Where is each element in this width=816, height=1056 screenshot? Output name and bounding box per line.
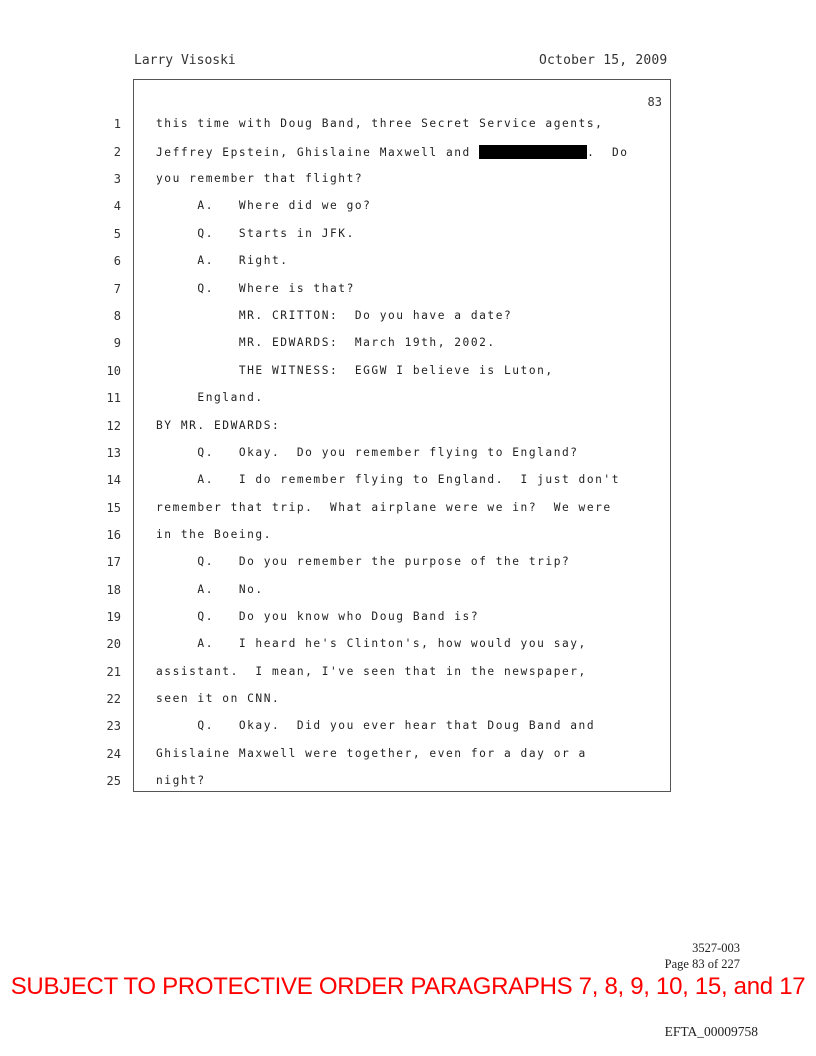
transcript-line bbox=[0, 473, 816, 493]
line-text bbox=[156, 145, 666, 159]
line-number: 13 bbox=[106, 446, 121, 460]
transcript-line bbox=[0, 555, 816, 575]
transcript-line bbox=[0, 117, 816, 137]
line-number: 5 bbox=[113, 227, 121, 241]
line-text: A. Where did we go? bbox=[156, 199, 372, 212]
line-text: THE WITNESS: EGGW I believe is Luton, bbox=[156, 364, 554, 377]
line-number: 19 bbox=[106, 610, 121, 624]
document-code: 3527-003 bbox=[692, 941, 740, 955]
line-number: 18 bbox=[106, 583, 121, 597]
line-number: 24 bbox=[106, 747, 121, 761]
line-text: assistant. I mean, I've seen that in the newspaper, bbox=[156, 665, 587, 678]
transcript-line bbox=[0, 446, 816, 466]
line-number: 16 bbox=[106, 528, 121, 542]
line-number: 11 bbox=[106, 391, 121, 405]
line-text: Q. Okay. Did you ever hear that Doug Band and bbox=[156, 719, 596, 732]
line-number: 8 bbox=[113, 309, 121, 323]
transcript-line bbox=[0, 692, 816, 712]
transcript-line bbox=[0, 665, 816, 685]
line-number: 20 bbox=[106, 637, 121, 651]
transcript-line bbox=[0, 528, 816, 548]
line-text: Q. Where is that? bbox=[156, 282, 355, 295]
transcript-line bbox=[0, 719, 816, 739]
redaction-block bbox=[479, 145, 587, 159]
line-number: 2 bbox=[113, 145, 121, 159]
transcript-page-number: 83 bbox=[647, 95, 662, 109]
line-text: MR. EDWARDS: March 19th, 2002. bbox=[156, 336, 496, 349]
line-number: 21 bbox=[106, 665, 121, 679]
deposition-date: October 15, 2009 bbox=[539, 53, 668, 68]
line-text: you remember that flight? bbox=[156, 172, 364, 185]
protective-order-notice: SUBJECT TO PROTECTIVE ORDER PARAGRAPHS 7, 8, 9, 10, 15, and 17 bbox=[10, 973, 806, 1000]
line-text: this time with Doug Band, three Secret Service agents, bbox=[156, 117, 604, 130]
line-number: 15 bbox=[106, 501, 121, 515]
line-number: 3 bbox=[113, 172, 121, 186]
line-text: A. I heard he's Clinton's, how would you say, bbox=[156, 637, 587, 650]
transcript-line bbox=[0, 282, 816, 302]
line-text: Q. Do you remember the purpose of the trip? bbox=[156, 555, 571, 568]
transcript-line bbox=[0, 199, 816, 219]
transcript-line bbox=[0, 364, 816, 384]
line-text-before-redaction: Jeffrey Epstein, Ghislaine Maxwell and bbox=[156, 146, 480, 159]
transcript-line bbox=[0, 391, 816, 411]
line-text-after-redaction: . Do bbox=[587, 146, 629, 159]
line-number: 23 bbox=[106, 719, 121, 733]
line-number: 25 bbox=[106, 774, 121, 788]
transcript-line bbox=[0, 227, 816, 247]
line-text: night? bbox=[156, 774, 206, 787]
transcript-line bbox=[0, 309, 816, 329]
transcript-line bbox=[0, 637, 816, 657]
line-number: 17 bbox=[106, 555, 121, 569]
transcript-line bbox=[0, 774, 816, 794]
transcript-line bbox=[0, 172, 816, 192]
line-text: remember that trip. What airplane were we in? We were bbox=[156, 501, 612, 514]
line-number: 9 bbox=[113, 336, 121, 350]
page-count: Page 83 of 227 bbox=[664, 957, 740, 971]
bates-number: EFTA_00009758 bbox=[664, 1024, 758, 1039]
line-text: Q. Do you know who Doug Band is? bbox=[156, 610, 480, 623]
line-text: A. Right. bbox=[156, 254, 289, 267]
line-text: BY MR. EDWARDS: bbox=[156, 419, 281, 432]
line-text: Q. Okay. Do you remember flying to England? bbox=[156, 446, 579, 459]
line-text: Ghislaine Maxwell were together, even for a day or a bbox=[156, 747, 587, 760]
line-text: A. No. bbox=[156, 583, 264, 596]
transcript-line bbox=[0, 583, 816, 603]
line-number: 1 bbox=[113, 117, 121, 131]
transcript-line bbox=[0, 747, 816, 767]
transcript-line bbox=[0, 419, 816, 439]
line-text: MR. CRITTON: Do you have a date? bbox=[156, 309, 513, 322]
transcript-line bbox=[0, 610, 816, 630]
witness-name: Larry Visoski bbox=[134, 53, 236, 68]
line-number: 22 bbox=[106, 692, 121, 706]
line-text: Q. Starts in JFK. bbox=[156, 227, 355, 240]
line-text: in the Boeing. bbox=[156, 528, 272, 541]
transcript-line bbox=[0, 145, 816, 165]
transcript-line bbox=[0, 254, 816, 274]
line-number: 4 bbox=[113, 199, 121, 213]
line-number: 12 bbox=[106, 419, 121, 433]
line-number: 10 bbox=[106, 364, 121, 378]
line-number: 7 bbox=[113, 282, 121, 296]
line-text: seen it on CNN. bbox=[156, 692, 281, 705]
transcript-line bbox=[0, 501, 816, 521]
line-number: 6 bbox=[113, 254, 121, 268]
transcript-line bbox=[0, 336, 816, 356]
line-text: England. bbox=[156, 391, 264, 404]
line-text: A. I do remember flying to England. I just don't bbox=[156, 473, 620, 486]
line-number: 14 bbox=[106, 473, 121, 487]
